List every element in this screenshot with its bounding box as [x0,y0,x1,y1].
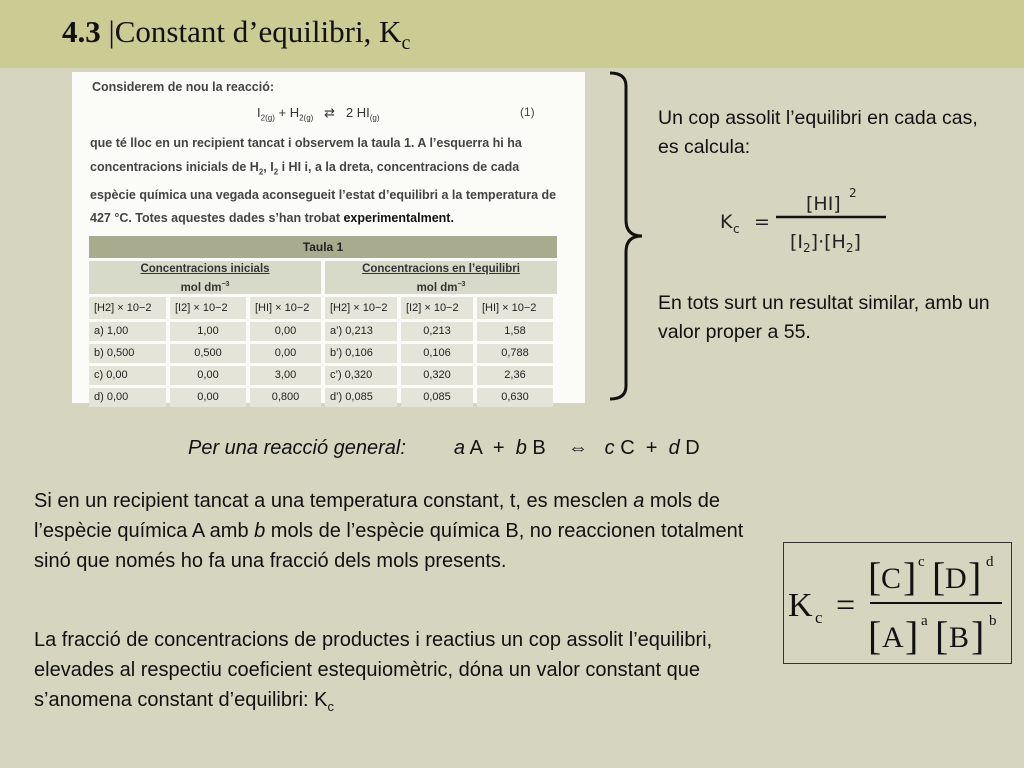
kc-numerator-sup: 2 [849,186,857,200]
coef-b: b [515,437,527,459]
kcg-b-exp: b [989,613,997,629]
table-cell: 0,500 [170,344,246,363]
kc-denominator: $[I_2]\cdot[H_2]$ [790,231,861,255]
excerpt-body-part1: que té lloc en un recipient tancat i observem la taula 1. A l’esquerra hi ha concentracions inicials de H [90,136,522,174]
plus-1: + [492,437,505,459]
group-equilibrium-unit: mol dm [416,281,458,294]
table-row [89,344,557,363]
para1-a: a [633,490,645,512]
species-d: D [685,437,700,459]
para2-text: La fracció de concentracions de productes i reactius un cop assolit l’equilibri, elevades al respectiu coeficient estequiomètric, dóna un valor constant que s’anomena constant d’equilibri: K [34,629,713,711]
title-separator: | [108,14,115,49]
bracket-close-c: ] [903,554,917,599]
table-row [89,388,557,407]
paragraph-kc-definition [34,625,764,722]
excerpt-intro: Considerem de nou la reacció: [92,80,274,94]
reaction-equation [257,105,380,123]
plus-2: + [645,437,658,459]
header-cell: [I2] × 10−2 [170,297,246,319]
header-cell: [HI] × 10−2 [250,297,321,319]
kcg-a: A [882,621,904,654]
table-cell: 0,00 [250,322,321,341]
product-hi-sub: (g) [369,113,380,123]
kc-equals: = [754,211,770,233]
table-cell: 0,630 [477,388,553,407]
kcg-equals: = [836,587,856,624]
bracket-open-d: [ [932,554,946,599]
header-cell: [H2] × 10−2 [325,297,397,319]
kc-general-formula [784,543,1010,662]
table-cell: 1,58 [477,322,553,341]
coef-d: d [668,437,680,459]
kcg-b: B [949,621,970,654]
species-b: B [532,437,546,459]
bracket-close-d: ] [968,554,982,599]
excerpt-body-part3: i HI i, a la dreta, concentracions de cada espècie química una vegada aconsegueit l’estat d’equilibri a la temperatura de 427 °C. Totes aquestes dades s’han trobat [90,159,557,225]
general-reaction [188,437,700,460]
taula-1 [89,236,557,407]
bracket-open-a: [ [868,613,882,658]
result-text: En tots surt un resultat similar, amb un valor proper a 55. [658,292,990,343]
plus-sign: + [278,105,287,120]
reactant-h2-sub: 2(g) [299,113,314,123]
species-c: C [620,437,635,459]
title-text: Constant d’equilibri, K [114,14,402,49]
table-cell: 0,106 [401,344,473,363]
group-initial-unit: mol dm [180,281,222,294]
double-arrow-icon: ⇔ [567,437,588,459]
para1-part3: mols de l’espècie química B, no reaccionen totalment sinó que només ho fa una fracció dels mols presents. [34,520,744,572]
table-cell: 0,213 [401,322,473,341]
para1-b: b [254,520,266,542]
group-equilibrium-unit-sup: −3 [457,281,466,288]
sub-2b: 2 [273,167,279,176]
table-cell: d’) 0,085 [325,388,397,407]
table-cell: 0,00 [170,388,246,407]
kc-hi-formula [718,186,898,266]
table-row [89,322,557,341]
equation-number: (1) [520,105,535,119]
title-sub: c [401,32,411,55]
header-cell: [HI] × 10−2 [477,297,553,319]
kcg-d: D [945,562,967,595]
curly-bracket-icon [606,70,646,405]
kc-k: K [720,211,733,233]
table-header-row [89,297,557,319]
group-initial [89,261,321,294]
excerpt-body-part2: , I [263,159,274,174]
sub-2a: 2 [258,167,264,176]
reactant-i2: I [257,105,261,120]
kcg-c-exp: c [918,554,925,570]
para2-sub: c [327,699,335,714]
group-equilibrium-label: Concentracions en l’equilibri [362,263,520,275]
group-equilibrium [325,261,557,294]
header-cell: [I2] × 10−2 [401,297,473,319]
product-hi: 2 HI [345,105,370,120]
table-cell: c’) 0,320 [325,366,397,385]
kcg-a-exp: a [921,613,928,629]
excerpt-body-bold: experimentalment. [343,211,454,225]
table-cell: d) 0,00 [89,388,166,407]
table-cell: 3,00 [250,366,321,385]
general-label: Per una reacció general: [188,437,406,459]
table-cell: 0,00 [170,366,246,385]
table-cell: b’) 0,106 [325,344,397,363]
table-row [89,366,557,385]
group-initial-label: Concentracions inicials [140,263,270,275]
header-cell: [H2] × 10−2 [89,297,166,319]
excerpt-body [90,132,568,231]
kcg-c: C [881,562,902,595]
kcg-d-exp: d [986,554,994,570]
para1-part2: mols de l’espècie química A amb [34,490,720,542]
kcg-k: K [788,587,813,624]
kcg-sub: c [815,608,823,627]
bracket-close-b: ] [971,613,985,658]
bracket-open-c: [ [868,554,882,599]
table-cell: a) 1,00 [89,322,166,341]
slide-title [62,14,410,55]
section-number: 4.3 [62,14,101,49]
table-cell: 1,00 [170,322,246,341]
coef-a: a [453,437,466,459]
reactant-i2-sub: 2(g) [260,113,275,123]
kc-sub: c [733,222,740,236]
table-cell: 0,085 [401,388,473,407]
table-cell: b) 0,500 [89,344,166,363]
textbook-excerpt [72,72,585,403]
table-cell: 2,36 [477,366,553,385]
table-cell: 0,788 [477,344,553,363]
table-title: Taula 1 [89,236,557,258]
bracket-open-b: [ [935,613,949,658]
calc-intro-text: Un cop assolit l’equilibri en cada cas, es calcula: [658,107,978,158]
group-initial-unit-sup: −3 [221,281,230,288]
para1-part1: Si en un recipient tancat a una temperatura constant, t, es mesclen [34,490,634,512]
table-group-row [89,261,557,294]
table-cell: a’) 0,213 [325,322,397,341]
paragraph-mixing [34,486,764,576]
table-cell: 0,00 [250,344,321,363]
table-cell: 0,800 [250,388,321,407]
reactant-h2: H [289,105,300,120]
species-a: A [469,437,482,459]
table-cell: c) 0,00 [89,366,166,385]
coef-c: c [604,437,615,459]
bracket-close-a: ] [905,613,919,658]
kc-general-formula-box [783,542,1012,664]
equilibrium-arrow-icon: ⇄ [324,105,336,120]
table-cell: 0,320 [401,366,473,385]
kc-numerator: [HI] [806,193,841,215]
